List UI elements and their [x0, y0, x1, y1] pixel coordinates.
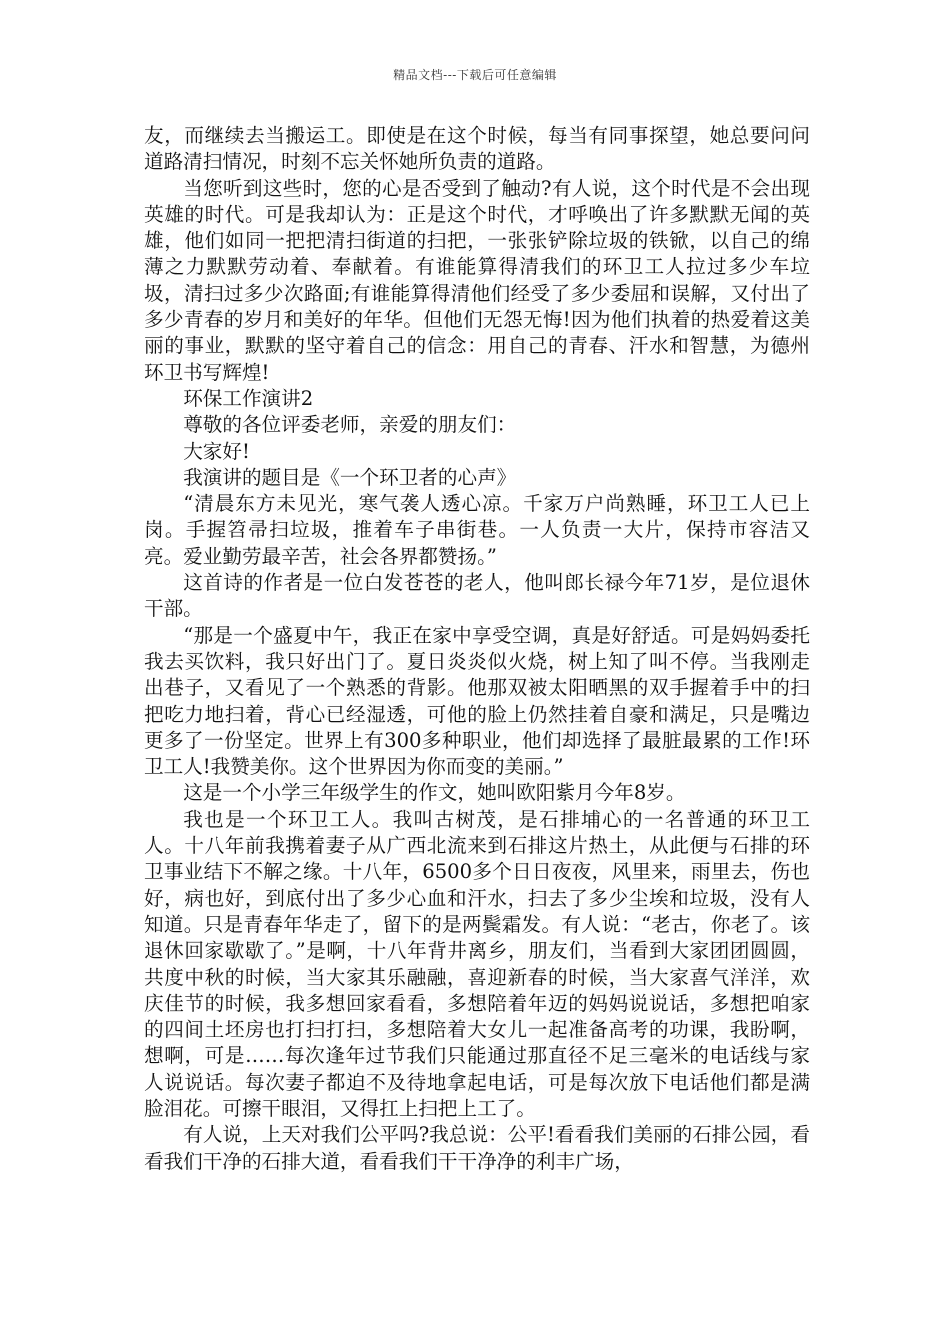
- page-header: 精品文档---下载后可任意编辑: [393, 68, 557, 82]
- poem-quote: “清晨东方未见光，寒气袭人透心凉。千家万户尚熟睡，环卫工人已上岗。手握笤帚扫垃圾，推着车子串街巷。一人负责一大片，保持市容洁又亮。爱业勤劳最辛苦，社会各界都赞扬。”: [144, 492, 810, 568]
- speech-topic: 我演讲的题目是《一个环卫者的心声》: [183, 465, 517, 489]
- paragraph-heroes: 当您听到这些时，您的心是否受到了触动?有人说，这个时代是不会出现英雄的时代。可是我却认为：正是这个时代，才呼唤出了许多默默无闻的英雄，他们如同一把把清扫街道的扫把，一张张铲除垃圾的铁锨，以自己的绵薄之力默默劳动着、奉献着。有谁能算得清我们的环卫工人拉过多少车垃圾，清扫过多少次路面;有谁能算得清他们经受了多少委屈和误解，又付出了多少青春的岁月和美好的年华。但他们无怨无悔!因为他们执着的热爱着这美丽的事业，默默的坚守着自己的信念：用自己的青春、汗水和智慧，为德州环卫书写辉煌!: [144, 176, 810, 384]
- section-title: 环保工作演讲2: [183, 386, 314, 410]
- salutation: 尊敬的各位评委老师，亲爱的朋友们：: [183, 413, 517, 437]
- paragraph-continuation: 友，而继续去当搬运工。即使是在这个时候，每当有同事探望，她总要问问道路清扫情况，时刻不忘关怀她所负责的道路。: [144, 124, 810, 174]
- essay-quote: “那是一个盛夏中午，我正在家中享受空调，真是好舒适。可是妈妈委托我去买饮料，我只好出门了。夏日炎炎似火烧，树上知了叫不停。当我刚走出巷子，又看见了一个熟悉的背影。他那双被太阳晒黑的双手握着手中的扫把吃力地扫着，背心已经湿透，可他的脸上仍然挂着自豪和满足，只是嘴边更多了一份坚定。世界上有300多种职业，他们却选择了最脏最累的工作!环卫工人!我赞美你。这个世界因为你而变的美丽。”: [144, 623, 810, 779]
- essay-author: 这是一个小学三年级学生的作文，她叫欧阳紫月今年8岁。: [183, 781, 686, 805]
- document-body: [144, 123, 810, 1175]
- paragraph-fairness: 有人说，上天对我们公平吗?我总说：公平!看看我们美丽的石排公园，看看我们干净的石排大道，看看我们干干净净的利丰广场，: [144, 1123, 810, 1173]
- poem-author: 这首诗的作者是一位白发苍苍的老人，他叫郎长禄今年71岁，是位退休干部。: [144, 571, 810, 621]
- greeting: 大家好!: [183, 439, 250, 463]
- paragraph-self-intro: 我也是一个环卫工人。我叫古树茂，是石排埔心的一名普通的环卫工人。十八年前我携着妻子从广西北流来到石排这片热土，从此便与石排的环卫事业结下不解之缘。十八年，6500多个日日夜夜，风里来，雨里去，伤也好，病也好，到底付出了多少心血和汗水，扫去了多少尘埃和垃圾，没有人知道。只是青春年华走了，留下的是两鬓霜发。有人说：“老古，你老了。该退休回家歇歇了。”是啊，十八年背井离乡，朋友们，当看到大家团团圆圆，共度中秋的时候，当大家其乐融融，喜迎新春的时候，当大家喜气洋洋，欢庆佳节的时候，我多想回家看看，多想陪着年迈的妈妈说说话，多想把咱家的四间土坯房也打扫打扫，多想陪着大女儿一起准备高考的功课，我盼啊，想啊，可是……每次逢年过节我们只能通过那直径不足三毫米的电话线与家人说说话。每次妻子都迫不及待地拿起电话，可是每次放下电话他们都是满脸泪花。可擦干眼泪，又得扛上扫把上工了。: [144, 807, 810, 1120]
